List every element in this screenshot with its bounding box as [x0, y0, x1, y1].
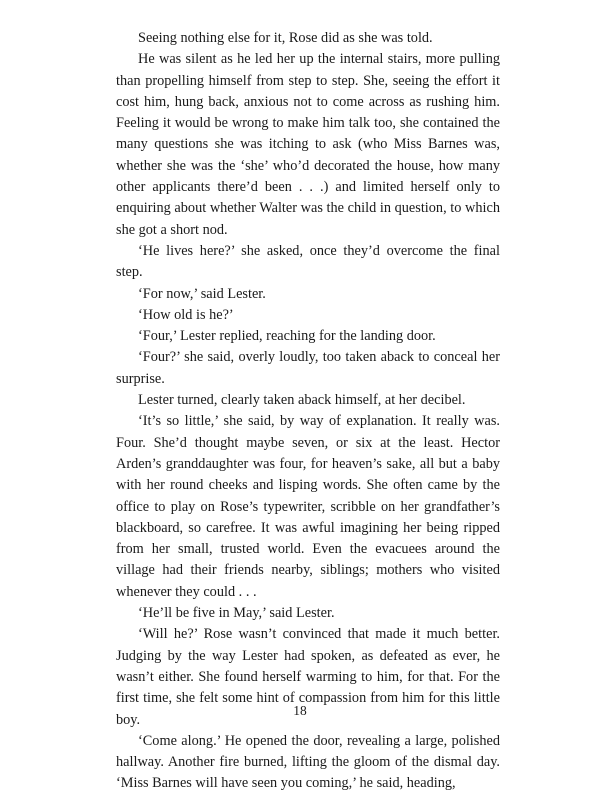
- page-number: 18: [293, 703, 307, 718]
- paragraph-11: ‘Will he?’ Rose wasn’t convinced that made it much better. Judging by the way Lester had spoken, as defeated as ever, he wasn’t either. She found herself warming to him, for that. For the first time, she felt some hint of compassion from him for this little boy.: [116, 626, 500, 728]
- paragraph-9: ‘It’s so little,’ she said, by way of explanation. It really was. Four. She’d thought maybe seven, or six at the least. Hector Arden’s granddaughter was four, for heaven’s sake, all but a baby with her round cheeks and lisping words. She often came by the office to play on Rose’s typewriter, scribble on her grandfather’s blackboard, so carefree. It was awful imagining her being ripped from her small, trusted world. Even the evacuees around the village had their friends nearby, siblings; mothers who visited whenever they could . . .: [116, 413, 500, 600]
- paragraph-3: ‘He lives here?’ she asked, once they’d overcome the final step.: [116, 242, 500, 281]
- paragraph-12: ‘Come along.’ He opened the door, revealing a large, polished hallway. Another fire burned, lifting the gloom of the dismal day. ‘Miss Barnes will have seen you coming,’ he said, heading,: [116, 732, 500, 792]
- paragraph-1: Seeing nothing else for it, Rose did as she was told.: [138, 30, 433, 46]
- paragraph-5: ‘How old is he?’: [138, 306, 234, 323]
- paragraph-4: ‘For now,’ said Lester.: [138, 285, 266, 302]
- paragraph-10: ‘He’ll be five in May,’ said Lester.: [138, 605, 335, 622]
- paragraph-8: Lester turned, clearly taken aback himself, at her decibel.: [138, 392, 466, 409]
- body-text: [116, 28, 500, 795]
- paragraph-2: He was silent as he led her up the internal stairs, more pulling than propelling himself from step to step. She, seeing the effort it cost him, hung back, anxious not to come across as rushing him. Feeling it would be wrong to make him talk too, she contained the many questions she was itching to ask (who Miss Barnes was, whether she was the ‘she’ who’d decorated the house, how many other applicants there’d been . . .) and limited herself only to enquiring about whether Walter was the child in question, to which she got a short nod.: [116, 51, 500, 238]
- paragraph-6: ‘Four,’ Lester replied, reaching for the landing door.: [138, 328, 436, 345]
- paragraph-7: ‘Four?’ she said, overly loudly, too taken aback to conceal her surprise.: [116, 349, 500, 387]
